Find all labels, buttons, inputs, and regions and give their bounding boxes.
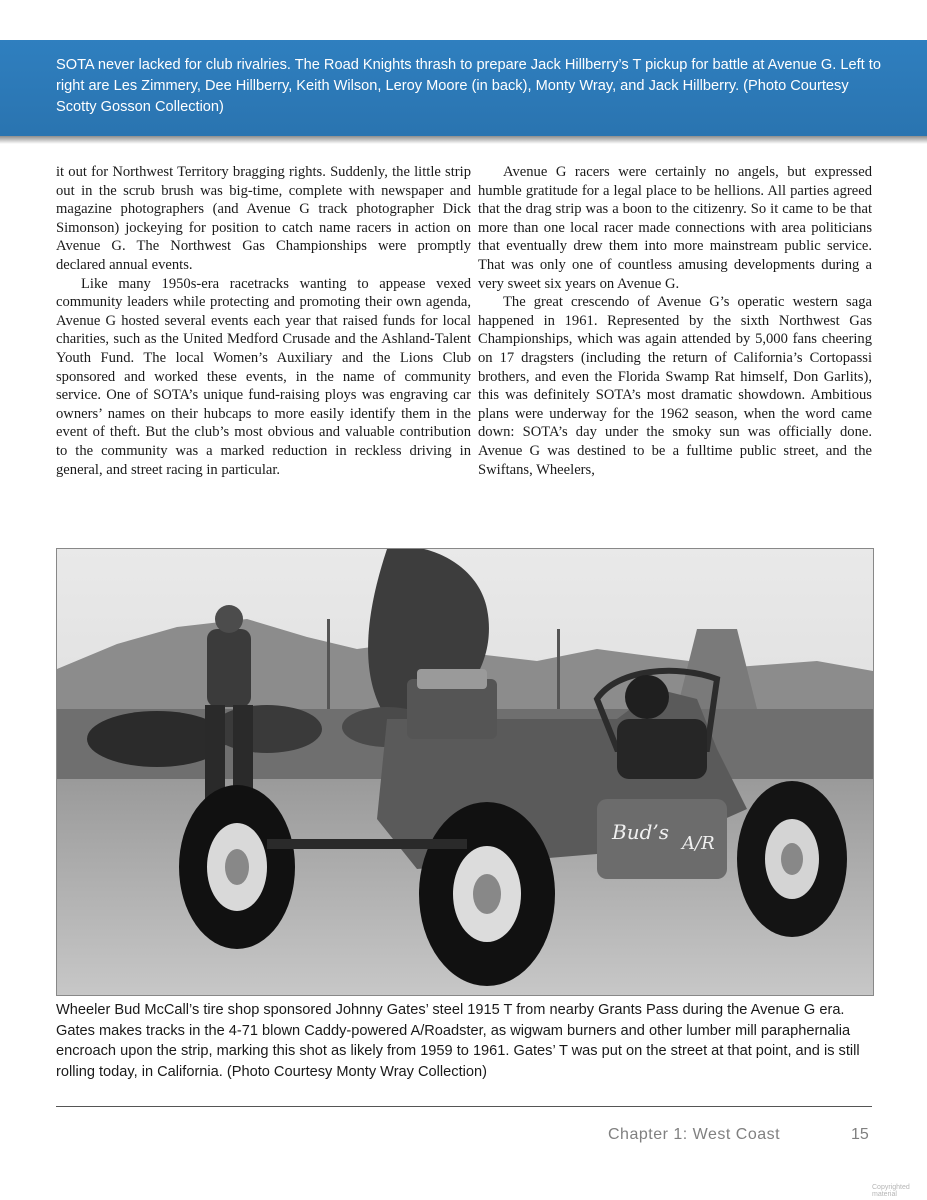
- left-paragraph-1: it out for Northwest Territory bragging rights. Suddenly, the little strip out in the scrub brush was big-time, complete with newspaper and magazine photographers (and Avenue G track photographer Dick Simonson) jockeying for position to catch name racers in action on Avenue G. The Northwest Gas Championships were promptly declared annual events.: [56, 164, 471, 273]
- banner-shadow: [0, 136, 927, 144]
- car-lettering-class: A/R: [682, 833, 715, 854]
- car-lettering-buds: Bud’s: [612, 820, 670, 844]
- banner-photo-caption: SOTA never lacked for club rivalries. The Road Knights thrash to prepare Jack Hillberry’s T pickup for battle at Avenue G. Left to right are Les Zimmery, Dee Hillberry, Keith Wilson, Leroy Moore (in back), Monty Wray, and Jack Hillberry. (Photo Courtesy Scotty Gosson Collection): [56, 57, 881, 115]
- photo-caption: Wheeler Bud McCall’s tire shop sponsored Johnny Gates’ steel 1915 T from nearby Grants Pass during the Avenue G era. Gates makes tracks in the 4-71 blown Caddy-powered A/Roadster, as wigwam burners and other lumber mill paraphernalia encroach upon the strip, marking this shot as likely from 1959 to 1961. Gates’ T was put on the street at that point, and is still rolling today, in California. (Photo Courtesy Monty Wray Collection): [56, 1002, 860, 1080]
- right-paragraph-2: The great crescendo of Avenue G’s operatic western saga happened in 1961. Represented by the sixth Northwest Gas Championships, which was again attended by 5,000 fans cheering on 17 dragsters (including the return of California’s Cortopassi brothers, and even the Florida Swamp Rat himself, Don Garlits), this was definitely SOTA’s most dramatic showdown. Ambitious plans were underway for the 1962 season, when the word came down: SOTA’s day under the smoky sun was officially done. Avenue G was destined to be a fulltime public street, and the Swiftans, Wheelers,: [478, 294, 872, 478]
- footer-rule: [56, 1106, 872, 1107]
- page-number: 15: [851, 1126, 869, 1143]
- dragster-photo: [56, 548, 874, 996]
- dragster-photo-illustration: [57, 549, 873, 995]
- right-paragraph-1: Avenue G racers were certainly no angels, but expressed humble gratitude for a legal place to be hellions. All parties agreed that the drag strip was a boon to the citizenry. So it came to be that more than one local racer made connections with area politicians that eventually drew them into more mainstream public service. That was only one of countless amusing developments during a very sweet six years on Avenue G.: [478, 164, 872, 292]
- footer-chapter-title: Chapter 1: West Coast: [608, 1126, 781, 1143]
- copyright-watermark: Copyrighted material: [872, 1184, 910, 1198]
- right-text-column: [478, 163, 872, 479]
- left-paragraph-2: Like many 1950s-era racetracks wanting to appease vexed community leaders while protecting and promoting their own agenda, Avenue G hosted several events each year that raised funds for local charities, such as the United Medford Crusade and the Ashland-Talent Youth Fund. The local Women’s Auxiliary and the Lions Club sponsored and worked these events, in the name of community service. One of SOTA’s unique fund-raising ploys was engraving car owners’ names on their hubcaps to more easily identify them in the event of theft. But the club’s most obvious and valuable contribution to the community was a marked reduction in reckless driving in general, and street racing in particular.: [56, 275, 471, 478]
- left-text-column: [56, 163, 471, 479]
